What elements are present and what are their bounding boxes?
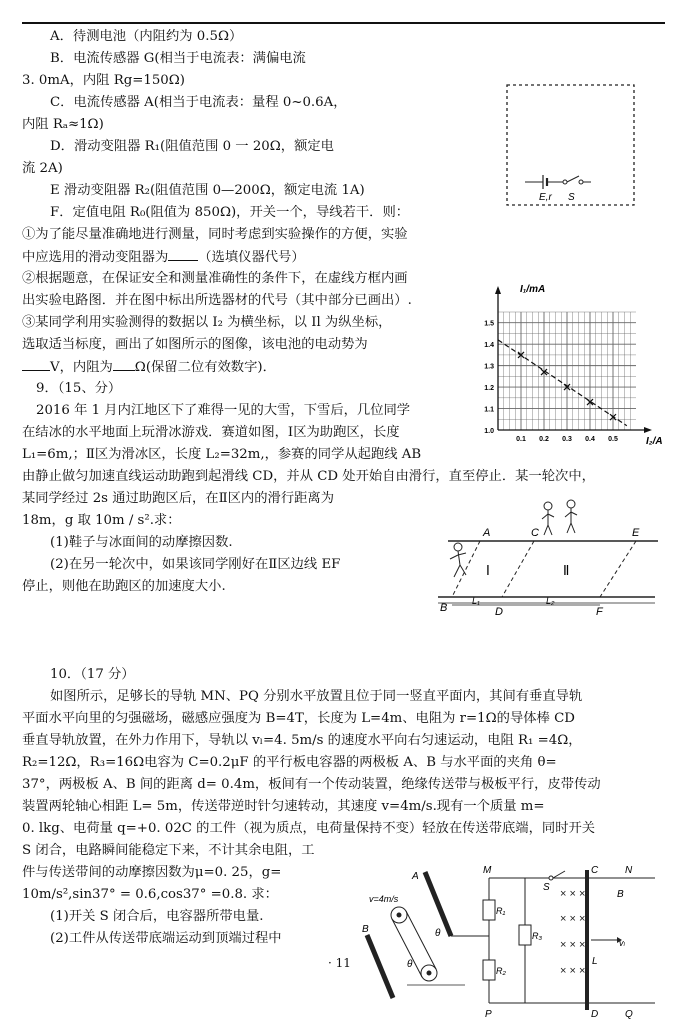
x-tick-label: 0.3 — [562, 436, 572, 443]
y-axis-title: I₁/mA — [520, 284, 546, 295]
line-ef — [600, 541, 636, 597]
point-f-label: F — [596, 606, 603, 618]
battery-label: E,r — [539, 192, 552, 203]
q10-line-4: R₂=12Ω，R₃=16Ω电容为 C=0.2μF 的平行板电容器的两极板 A、B 与水平面的夹角 θ= — [22, 755, 557, 770]
page-number: · 11 — [328, 956, 351, 970]
graph-ticks — [484, 321, 618, 443]
subq-1-cont: 中应选用的滑动变阻器为 （选填仪器代号） — [22, 250, 305, 265]
option-d-cont: 流 2A) — [22, 161, 63, 176]
option-f: F．定值电阻 R₀(阻值为 850Ω)，开关一个，导线若干．则： — [50, 205, 410, 220]
subq-3: ③某同学利用实验测得的数据以 I₂ 为横坐标，以 Il 为纵坐标， — [22, 315, 392, 330]
zone-2-label: Ⅱ — [563, 563, 570, 578]
q9-line-2: 在结冰的水平地面上玩滑冰游戏．赛道如图，Ⅰ区为助跑区，长度 — [22, 425, 400, 440]
magnetic-field-crosses — [560, 888, 585, 977]
q10-heading: 10．（17 分） — [50, 667, 135, 682]
svg-text:× × ×: × × × — [560, 965, 586, 977]
point-a-label: A — [483, 527, 491, 539]
theta-label-lower: θ — [407, 959, 413, 970]
svg-text:× × ×: × × × — [560, 888, 586, 900]
x-tick-label: 0.5 — [608, 436, 618, 443]
label-r3: R₃ — [532, 931, 543, 941]
y-axis-arrow — [495, 286, 501, 294]
resistance-blank[interactable] — [113, 358, 135, 371]
x-axis-title: I₂/A — [646, 436, 663, 447]
label-vl: vₗ — [619, 938, 625, 948]
answer-blank[interactable] — [168, 248, 198, 261]
belt-speed-label: v=4m/s — [369, 894, 399, 904]
q10-line-1: 如图所示，足够长的导轨 MN、PQ 分别水平放置且位于同一竖直平面内，其间有垂直导轨 — [50, 689, 583, 704]
q10-line-10: 10m/s²,sin37° = 0.6,cos37° =0.8. 求： — [22, 887, 278, 902]
x-axis-arrow — [644, 427, 652, 433]
q9-line-4: 由静止做匀加速直线运动助跑到起滑线 CD，并从 CD 处开始自由滑行，直至停止．某一轮次中， — [22, 469, 595, 484]
label-l: L — [592, 956, 598, 967]
y-tick-label: 1.1 — [484, 406, 494, 414]
q9-sub-2: (2)在另一轮次中，如果该同学刚好在Ⅱ区边线 EF — [50, 557, 341, 572]
line-ab — [452, 541, 480, 597]
subq-2-cont: 出实验电路图．并在图中标出所选器材的代号（其中部分已画出）. — [22, 293, 412, 308]
length-l2-label: L₂ — [546, 596, 555, 606]
graph-axes — [495, 286, 652, 433]
label-r2: R₂ — [496, 966, 506, 976]
q10-line-2: 平面水平向里的匀强磁场，磁感应强度为 B=4T，长度为 L=4m、电阻为 r=1Ω的导体棒 CD — [22, 711, 575, 726]
q9-line-5: 某同学经过 2s 通过助跑区后，在Ⅱ区内的滑行距离为 — [22, 491, 335, 506]
length-l1-label: L₁ — [472, 596, 480, 606]
svg-text:× × ×: × × × — [560, 913, 586, 925]
skater-3-figure — [565, 500, 577, 533]
theta-label-upper: θ — [435, 928, 441, 939]
q10-sub-1: (1)开关 S 闭合后，电容器所带电量. — [50, 909, 264, 924]
plate-a — [425, 872, 451, 936]
q9-sub-2-cont: 停止，则他在助跑区的加速度大小. — [22, 579, 226, 594]
plate-a-label: A — [412, 871, 419, 882]
label-m: M — [483, 865, 492, 876]
resistor-r2 — [483, 960, 495, 980]
y-tick-label: 1.4 — [484, 342, 494, 350]
emf-blank[interactable] — [22, 358, 50, 371]
graph-grid — [498, 312, 636, 430]
q9-line-6: 18m，g 取 10m / s².求： — [22, 513, 181, 528]
switch-label: S — [568, 192, 575, 203]
q10-line-3: 垂直导轨放置，在外力作用下，导轨以 vₗ=4. 5m/s 的速度水平向右匀速运动，电阻 R₁ =4Ω， — [22, 733, 582, 748]
q9-heading: 9．（15、分） — [36, 381, 122, 396]
label-s: S — [543, 882, 550, 893]
top-rule — [22, 22, 665, 24]
option-d: D．滑动变阻器 R₁(阻值范围 0 一 20Ω，额定电 — [50, 139, 334, 154]
option-c: C．电流传感器 A(相当于电流表：量程 0~0.6A， — [50, 95, 347, 110]
q9-sub-1: (1)鞋子与冰面间的动摩擦因数. — [50, 535, 233, 550]
subq-1: ①为了能尽量准确地进行测量，同时考虑到实验操作的方便，实验 — [22, 227, 408, 242]
resistor-r3 — [519, 925, 531, 945]
svg-text:× × ×: × × × — [560, 939, 586, 951]
label-q: Q — [625, 1009, 633, 1020]
skater-2-figure — [542, 502, 554, 535]
y-tick-label: 1.3 — [484, 363, 494, 371]
graph-marks — [498, 340, 627, 426]
y-tick-label: 1.5 — [484, 320, 494, 328]
resistor-r1 — [483, 900, 495, 920]
option-b: B．电流传感器 G(相当于电流表：满偏电流 — [50, 51, 306, 66]
switch-s-pivot — [549, 876, 553, 880]
label-d: D — [591, 1009, 599, 1020]
skater-1-figure — [450, 543, 466, 577]
option-c-cont: 内阻 Rₐ≈1Ω) — [22, 117, 104, 132]
label-r1: R₁ — [496, 906, 506, 916]
y-tick-label: 1.0 — [484, 428, 494, 435]
conveyor-belt — [391, 907, 437, 981]
plate-b-label: B — [362, 924, 369, 935]
label-b-field: B — [617, 889, 624, 900]
q9-line-3: L₁=6m,；Ⅱ区为滑冰区，长度 L₂=32m,，参赛的同学从起跑线 AB — [22, 447, 422, 462]
label-c: C — [591, 865, 599, 876]
option-e: E 滑动变阻器 R₂(阻值范围 0—200Ω，额定电流 1A) — [50, 183, 365, 198]
subq-3-cont: 选取适当标度，画出了如图所示的图像，该电池的电动势为 — [22, 337, 368, 352]
option-b-cont: 3. 0mA，内阻 Rg=150Ω) — [22, 73, 185, 88]
ice-track-figure — [430, 495, 665, 625]
point-e-label: E — [632, 527, 640, 539]
x-tick-label: 0.1 — [516, 436, 526, 443]
point-c-label: C — [531, 527, 539, 539]
plate-b — [367, 935, 393, 998]
i1-i2-graph — [470, 280, 675, 450]
switch-lever — [567, 176, 579, 182]
x-tick-label: 0.2 — [539, 436, 549, 443]
q10-line-6: 装置两轮轴心相距 L= 5m，传送带逆时针匀速转动，其速度 v=4m/s.现有一个质量 m= — [22, 799, 545, 814]
q10-line-8: S 闭合，电路瞬间能稳定下来，不计其余电阻，工 — [22, 843, 315, 858]
q9-line-1: 2016 年 1 月内江地区下了难得一见的大雪，下雪后，几位同学 — [36, 403, 411, 418]
q10-line-7: 0. lkg、电荷量 q=+0. 02C 的工件（视为质点，电荷量保持不变）轻放在传送带底端，同时开关 — [22, 821, 596, 836]
zone-1-label: Ⅰ — [486, 563, 490, 578]
conveyor-circuit-figure — [355, 860, 665, 1020]
circuit-drawing-box — [505, 83, 637, 208]
fit-line — [498, 340, 627, 426]
switch-s-lever — [553, 871, 565, 878]
y-tick-label: 1.2 — [484, 385, 494, 393]
point-b-label: B — [440, 602, 448, 614]
q10-line-5: 37°，两极板 A、B 间的距离 d= 0.4m，板间有一个传动装置，绝缘传送带与极板平行，皮带传动 — [22, 777, 601, 792]
point-d-label: D — [495, 606, 503, 618]
q10-sub-2: (2)工件从传送带底端运动到顶端过程中 — [50, 931, 282, 946]
label-n: N — [625, 865, 633, 876]
subq-3-blanks: V，内阻为 Ω(保留二位有效数字)． — [22, 358, 276, 377]
option-a: A．待测电池（内阻约为 0.5Ω） — [50, 29, 243, 44]
x-tick-label: 0.4 — [585, 436, 595, 443]
q10-line-9: 件与传送带间的动摩擦因数为μ=0. 25，g= — [22, 865, 282, 880]
label-p: P — [485, 1009, 492, 1020]
line-cd — [502, 541, 534, 597]
subq-2: ②根据题意，在保证安全和测量准确性的条件下，在虚线方框内画 — [22, 271, 408, 286]
